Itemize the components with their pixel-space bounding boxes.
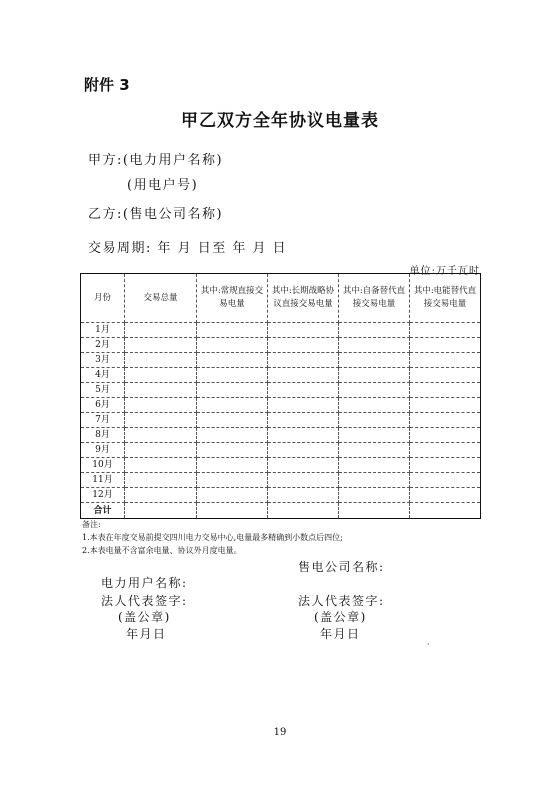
volume-cell bbox=[339, 428, 410, 443]
month-cell: 5月 bbox=[81, 383, 125, 398]
party-b-label: 乙方: bbox=[88, 207, 123, 222]
volume-cell bbox=[125, 443, 197, 458]
volume-cell bbox=[268, 398, 339, 413]
note-item: 2.本表电量不含富余电量、协议外月度电量。 bbox=[82, 546, 242, 555]
volume-cell bbox=[125, 383, 197, 398]
seller-date-label: 年月日 bbox=[320, 627, 361, 641]
volume-cell bbox=[410, 428, 481, 443]
user-date-label: 年月日 bbox=[126, 627, 167, 641]
header-strategic-volume: 其中:长期战略协议直接交易电量 bbox=[268, 274, 339, 323]
volume-cell bbox=[268, 413, 339, 428]
volume-cell bbox=[197, 383, 268, 398]
table-row bbox=[81, 383, 481, 398]
header-self-supply-volume: 其中:自备替代直接交易电量 bbox=[339, 274, 410, 323]
party-b-line bbox=[88, 203, 223, 222]
volume-cell bbox=[125, 323, 197, 338]
table-row bbox=[81, 458, 481, 473]
volume-cell bbox=[339, 458, 410, 473]
volume-cell bbox=[268, 473, 339, 488]
volume-cell bbox=[268, 338, 339, 353]
volume-cell bbox=[197, 428, 268, 443]
volume-cell bbox=[339, 383, 410, 398]
table-row bbox=[81, 488, 481, 503]
volume-cell bbox=[268, 443, 339, 458]
volume-cell bbox=[125, 473, 197, 488]
volume-cell bbox=[410, 458, 481, 473]
volume-cell bbox=[339, 398, 410, 413]
unit-label: 单位:万千瓦时 bbox=[409, 266, 480, 277]
volume-cell bbox=[197, 503, 268, 519]
month-cell: 9月 bbox=[81, 443, 125, 458]
volume-cell bbox=[410, 338, 481, 353]
volume-cell bbox=[197, 338, 268, 353]
month-cell: 11月 bbox=[81, 473, 125, 488]
volume-cell bbox=[410, 368, 481, 383]
month-cell: 12月 bbox=[81, 488, 125, 503]
volume-cell bbox=[197, 398, 268, 413]
seller-company-name-label: 售电公司名称: bbox=[298, 560, 385, 574]
user-legal-rep-signature-label: 法人代表签字: bbox=[101, 594, 188, 608]
volume-cell bbox=[339, 368, 410, 383]
volume-cell bbox=[125, 368, 197, 383]
month-cell: 10月 bbox=[81, 458, 125, 473]
user-seal-label: (盖公章) bbox=[118, 610, 171, 624]
volume-cell bbox=[339, 413, 410, 428]
table-header-row bbox=[81, 274, 481, 323]
trade-period: 交易周期: 年 月 日至 年 月 日 bbox=[88, 241, 288, 256]
table-row bbox=[81, 398, 481, 413]
month-cell: 1月 bbox=[81, 323, 125, 338]
volume-cell bbox=[410, 488, 481, 503]
volume-cell bbox=[125, 353, 197, 368]
volume-cell bbox=[125, 503, 197, 519]
volume-cell bbox=[125, 413, 197, 428]
volume-cell bbox=[125, 398, 197, 413]
volume-cell bbox=[197, 323, 268, 338]
volume-cell bbox=[268, 323, 339, 338]
table-row bbox=[81, 443, 481, 458]
volume-cell bbox=[410, 353, 481, 368]
volume-cell bbox=[125, 338, 197, 353]
volume-cell bbox=[197, 488, 268, 503]
stray-mark: · bbox=[427, 640, 430, 649]
table-row bbox=[81, 473, 481, 488]
month-cell: 7月 bbox=[81, 413, 125, 428]
volume-cell bbox=[268, 368, 339, 383]
volume-cell bbox=[268, 428, 339, 443]
volume-cell bbox=[268, 383, 339, 398]
party-a-line bbox=[88, 149, 223, 168]
volume-cell bbox=[410, 383, 481, 398]
table-row bbox=[81, 428, 481, 443]
volume-cell bbox=[339, 488, 410, 503]
volume-cell bbox=[197, 473, 268, 488]
volume-cell bbox=[339, 323, 410, 338]
table-total-row bbox=[81, 503, 481, 519]
volume-cell bbox=[410, 398, 481, 413]
volume-cell bbox=[197, 443, 268, 458]
volume-cell bbox=[268, 503, 339, 519]
volume-cell bbox=[268, 353, 339, 368]
attachment-label: 附件 3 bbox=[84, 76, 130, 94]
seller-seal-label: (盖公章) bbox=[314, 610, 367, 624]
table-row bbox=[81, 338, 481, 353]
volume-cell bbox=[410, 473, 481, 488]
month-cell: 2月 bbox=[81, 338, 125, 353]
volume-cell bbox=[268, 458, 339, 473]
table-row bbox=[81, 323, 481, 338]
month-cell: 3月 bbox=[81, 353, 125, 368]
table-row bbox=[81, 368, 481, 383]
month-cell: 6月 bbox=[81, 398, 125, 413]
volume-cell bbox=[410, 443, 481, 458]
power-user-name-label: 电力用户名称: bbox=[101, 576, 188, 590]
volume-cell bbox=[339, 443, 410, 458]
header-electrification-volume: 其中:电能替代直接交易电量 bbox=[410, 274, 481, 323]
seller-legal-rep-signature-label: 法人代表签字: bbox=[298, 594, 385, 608]
month-cell: 4月 bbox=[81, 368, 125, 383]
total-label-cell: 合计 bbox=[81, 503, 125, 519]
party-b-name-placeholder: (售电公司名称) bbox=[122, 207, 224, 222]
header-regular-volume: 其中:常规直接交易电量 bbox=[197, 274, 268, 323]
volume-cell bbox=[339, 353, 410, 368]
party-a-label: 甲方: bbox=[88, 153, 123, 168]
volume-cell bbox=[197, 413, 268, 428]
note-item: 1.本表在年度交易前提交四川电力交易中心,电量最多精确到小数点后四位; bbox=[82, 533, 343, 542]
notes-title: 备注: bbox=[82, 520, 101, 529]
party-a-code-placeholder: (用电户号) bbox=[127, 178, 199, 193]
volume-cell bbox=[125, 428, 197, 443]
volume-cell bbox=[197, 458, 268, 473]
table-row bbox=[81, 353, 481, 368]
page-title: 甲乙双方全年协议电量表 bbox=[181, 111, 379, 131]
table-row bbox=[81, 413, 481, 428]
volume-cell bbox=[339, 338, 410, 353]
volume-cell bbox=[197, 353, 268, 368]
volume-cell bbox=[339, 503, 410, 519]
party-a-name-placeholder: (电力用户名称) bbox=[122, 153, 224, 168]
month-cell: 8月 bbox=[81, 428, 125, 443]
volume-cell bbox=[410, 413, 481, 428]
page-number: 19 bbox=[273, 727, 287, 738]
volume-cell bbox=[125, 458, 197, 473]
volume-cell bbox=[125, 488, 197, 503]
header-month: 月份 bbox=[81, 274, 125, 323]
volume-cell bbox=[410, 503, 481, 519]
header-total-volume: 交易总量 bbox=[125, 274, 197, 323]
agreement-table bbox=[80, 273, 481, 519]
volume-cell bbox=[197, 368, 268, 383]
volume-cell bbox=[268, 488, 339, 503]
volume-cell bbox=[410, 323, 481, 338]
volume-cell bbox=[339, 473, 410, 488]
